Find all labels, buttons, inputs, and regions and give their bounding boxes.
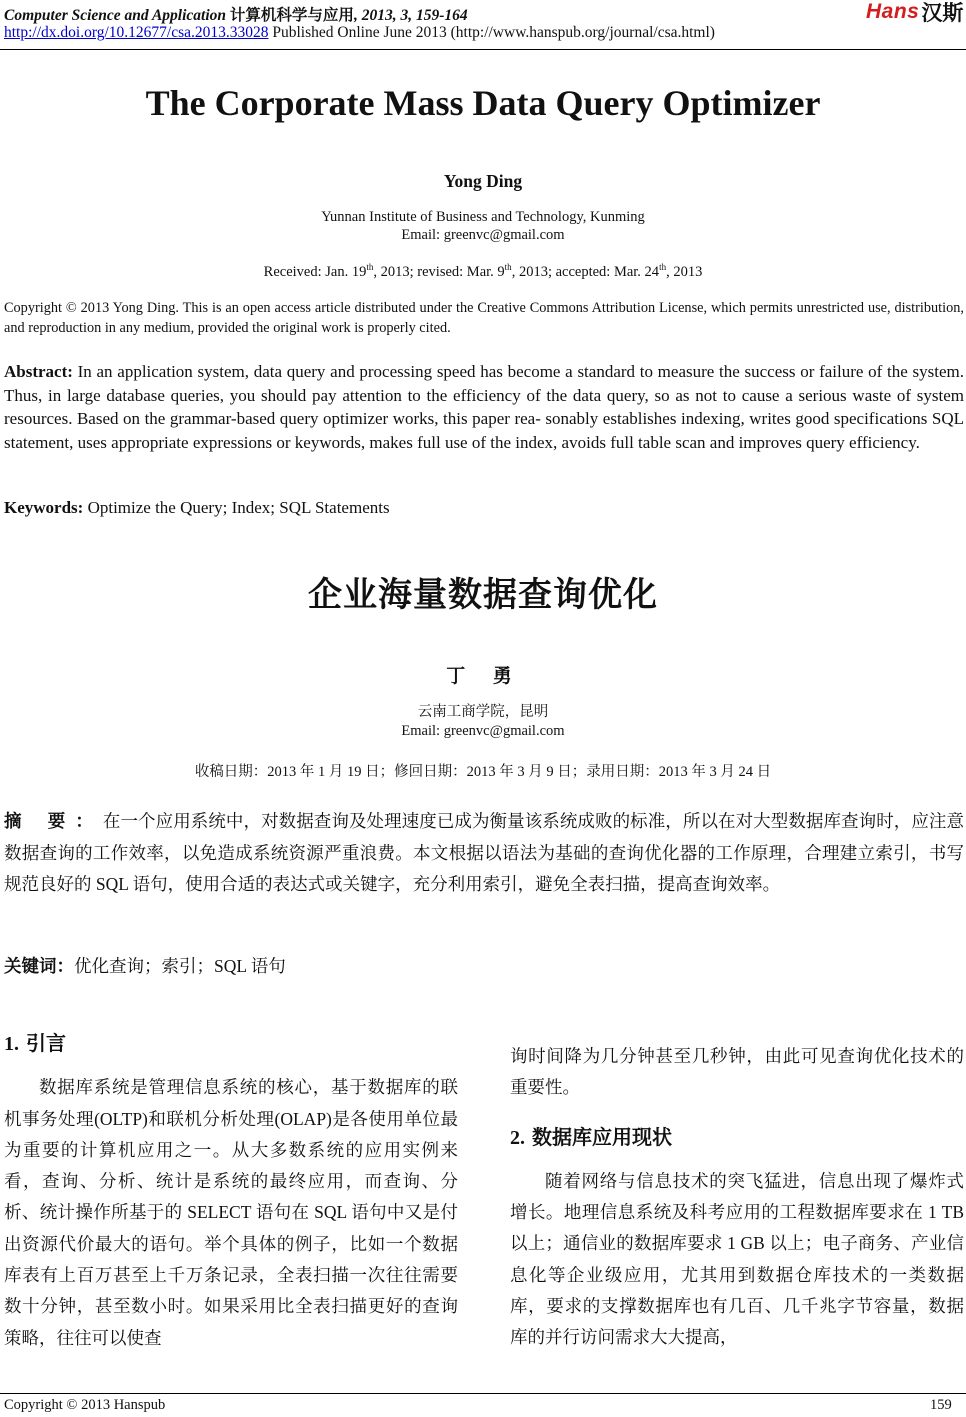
section-1-heading — [4, 1028, 458, 1060]
author-en: Yong Ding — [443, 171, 523, 191]
copyright-notice: Copyright © 2013 Yong Ding. This is an open access article distributed under the Creative Commons Attribution License, which permits unrestricted use, distribution, and reproduction in any medium, provided the original work is properly cited. — [4, 300, 964, 336]
keywords-zh-text: 优化查询；索引；SQL 语句 — [74, 956, 286, 976]
header-divider — [0, 49, 966, 50]
keywords-en — [4, 498, 390, 518]
body-column-left — [4, 1028, 458, 1354]
received-dates-en — [0, 262, 966, 281]
journal-header — [4, 3, 468, 25]
keywords-zh-label: 关键词： — [4, 957, 74, 977]
footer-divider — [0, 1393, 966, 1394]
keywords-zh — [4, 953, 286, 978]
journal-volume: , 2013, 3, 159-164 — [353, 7, 468, 24]
affiliation-block-zh — [0, 703, 966, 741]
received-dates-zh: 收稿日期：2013 年 1 月 19 日；修回日期：2013 年 3 月 9 日；录用日期：2013 年 3 月 24 日 — [194, 764, 772, 780]
doi-link[interactable]: http://dx.doi.org/10.12677/csa.2013.33028 — [4, 24, 269, 41]
body-column-right — [510, 1041, 964, 1354]
published-info: Published Online June 2013 (http://www.hanspub.org/journal/csa.html) — [272, 24, 715, 41]
footer-copyright: Copyright © 2013 Hanspub — [4, 1397, 166, 1413]
abstract-en — [4, 360, 964, 454]
affiliation-block-en — [0, 208, 966, 244]
hanspub-logo — [866, 0, 963, 24]
received-sup: th — [366, 262, 374, 272]
received-part: , 2013 — [666, 263, 703, 280]
section-2-title: 数据库应用现状 — [531, 1124, 672, 1149]
received-part: Received: Jan. 19 — [263, 263, 367, 280]
affiliation-zh: 云南工商学院，昆明 — [417, 704, 549, 720]
journal-name-en: Computer Science and Application — [4, 7, 227, 24]
received-sup: th — [659, 262, 667, 272]
affiliation-en: Yunnan Institute of Business and Technology, Kunming — [321, 209, 645, 225]
logo-zh-text: 汉斯 — [921, 1, 964, 25]
keywords-text: Optimize the Query; Index; SQL Statements — [83, 498, 390, 517]
section-2-number: 2. — [510, 1126, 525, 1149]
section-2-paragraph: 随着网络与信息技术的突飞猛进，信息出现了爆炸式增长。地理信息系统及科考应用的工程数据库要求在 1 TB 以上；通信业的数据库要求 1 GB 以上；电子商务、产业信息化等企业级应用，尤其用到数据仓库技术的一类数据库，要求的支撑数据库也有几百、几千兆字节容量，数据库的并行访问需求大大提高， — [510, 1170, 964, 1348]
doi-line — [4, 24, 715, 42]
abstract-zh — [4, 806, 964, 900]
received-part: , 2013; revised: Mar. 9 — [373, 263, 505, 280]
paper-title-zh: 企业海量数据查询优化 — [308, 575, 658, 615]
keywords-label: Keywords: — [4, 498, 84, 517]
abstract-zh-text: 在一个应用系统中，对数据查询及处理速度已成为衡量该系统成败的标准，所以在对大型数据库查询时，应注意数据查询的工作效率，以免造成系统资源严重浪费。本文根据以语法为基础的查询优化器的工作原理，合理建立索引，书写规范良好的 SQL 语句，使用合适的表达式或关键字，充分利用索引，避免全表扫描，提高查询效率。 — [4, 811, 965, 894]
abstract-label: Abstract: — [4, 362, 73, 381]
email-en: Email: greenvc@gmail.com — [401, 227, 565, 243]
email-zh: Email: greenvc@gmail.com — [401, 723, 565, 739]
received-part: , 2013; accepted: Mar. 24 — [511, 263, 660, 280]
paper-title-en: The Corporate Mass Data Query Optimizer — [145, 83, 821, 123]
section-1-paragraph: 数据库系统是管理信息系统的核心，基于数据库的联机事务处理(OLTP)和联机分析处理(OLAP)是各使用单位最为重要的计算机应用之一。从大多数系统的应用实例来看，查询、分析、统计是系统的最终应用，而查询、分析、统计操作所基于的 SELECT 语句在 SQL 语句中又是付出资源代价最大的语句。举个具体的例子，比如一个数据库表有上百万甚至上千万条记录，全表扫描一次往往需要数十分钟，甚至数小时。如果采用比全表扫描更好的查询策略，往往可以使查 — [4, 1077, 458, 1348]
section-2-heading — [510, 1122, 964, 1154]
section-1-number: 1. — [4, 1033, 19, 1055]
logo-hans-text: Hans — [866, 0, 920, 23]
section-1-continuation: 询时间降为几分钟甚至几秒钟，由此可见查询优化技术的重要性。 — [510, 1046, 964, 1098]
author-zh: 丁 勇 — [446, 665, 520, 687]
section-1-title: 引言 — [25, 1031, 66, 1055]
abstract-text: In an application system, data query and processing speed has become a standard to measure the success or failure of the system. Thus, in large database queries, you should pay attention to the efficiency of the data query, so as not to cause a serious waste of system resources. Based on the grammar-based query optimizer works, this paper rea- sonably establishes indexing, writes good specifications SQL statement, uses appropriate expressions or keywords, makes full use of the index, avoids full table scan and improves query efficiency. — [4, 362, 964, 452]
journal-name-zh: 计算机科学与应用 — [229, 7, 354, 24]
abstract-zh-label: 摘 要： — [4, 812, 103, 832]
received-sup: th — [504, 262, 512, 272]
page-number: 159 — [930, 1397, 952, 1413]
